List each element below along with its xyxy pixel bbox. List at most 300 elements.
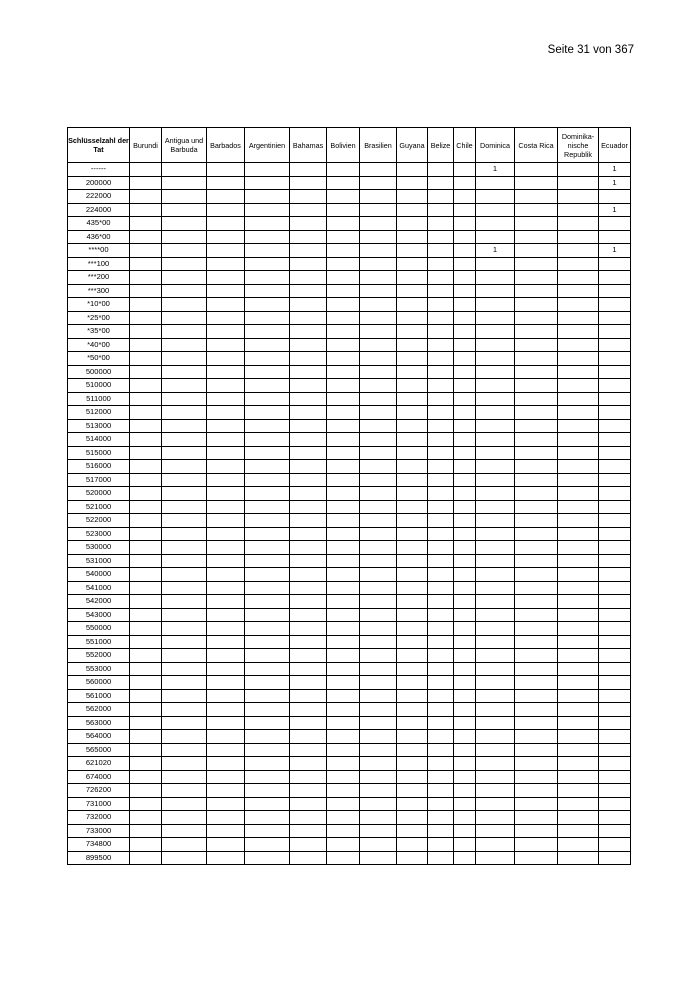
table-cell	[327, 730, 360, 744]
table-row	[68, 662, 631, 676]
table-cell	[290, 325, 327, 339]
table-cell	[162, 446, 207, 460]
table-cell	[327, 352, 360, 366]
table-cell	[599, 257, 631, 271]
table-cell	[207, 581, 245, 595]
table-cell	[476, 797, 515, 811]
table-cell	[515, 743, 558, 757]
table-cell	[476, 325, 515, 339]
table-cell	[162, 284, 207, 298]
table-row	[68, 568, 631, 582]
table-cell	[162, 473, 207, 487]
table-cell	[454, 838, 476, 852]
table-cell	[290, 460, 327, 474]
table-cell	[130, 230, 162, 244]
table-cell	[428, 352, 454, 366]
table-cell	[290, 514, 327, 528]
table-cell	[207, 473, 245, 487]
table-cell	[207, 784, 245, 798]
table-cell	[476, 811, 515, 825]
table-cell	[207, 419, 245, 433]
table-cell	[245, 325, 290, 339]
table-cell	[397, 365, 428, 379]
table-cell	[245, 730, 290, 744]
table-cell	[428, 311, 454, 325]
table-cell	[245, 649, 290, 663]
table-cell	[515, 811, 558, 825]
table-cell	[515, 527, 558, 541]
table-cell	[207, 446, 245, 460]
table-cell	[207, 271, 245, 285]
table-cell	[327, 635, 360, 649]
table-cell	[360, 554, 397, 568]
table-cell	[558, 176, 599, 190]
table-cell	[130, 554, 162, 568]
table-cell	[515, 473, 558, 487]
table-cell	[162, 203, 207, 217]
table-cell	[130, 325, 162, 339]
table-cell	[327, 851, 360, 865]
table-cell	[397, 838, 428, 852]
table-cell	[599, 554, 631, 568]
table-cell	[290, 622, 327, 636]
table-cell	[558, 676, 599, 690]
table-cell	[558, 743, 599, 757]
table-cell	[454, 554, 476, 568]
table-cell	[245, 541, 290, 555]
row-key-cell: 514000	[68, 433, 130, 447]
table-cell	[162, 379, 207, 393]
table-cell	[327, 244, 360, 258]
table-cell	[207, 392, 245, 406]
table-cell	[245, 392, 290, 406]
table-cell	[476, 581, 515, 595]
table-cell	[599, 838, 631, 852]
table-cell	[130, 190, 162, 204]
table-cell	[558, 433, 599, 447]
table-cell	[290, 676, 327, 690]
table-cell	[245, 716, 290, 730]
table-cell	[476, 460, 515, 474]
table-cell	[207, 838, 245, 852]
table-cell	[360, 689, 397, 703]
table-cell	[290, 392, 327, 406]
table-cell	[327, 676, 360, 690]
table-row	[68, 379, 631, 393]
table-cell	[207, 163, 245, 177]
table-cell	[454, 190, 476, 204]
table-cell	[515, 419, 558, 433]
table-cell	[327, 446, 360, 460]
table-cell	[454, 433, 476, 447]
table-cell	[207, 851, 245, 865]
table-cell	[515, 244, 558, 258]
table-cell	[515, 824, 558, 838]
table-cell	[360, 649, 397, 663]
table-row	[68, 392, 631, 406]
table-cell	[327, 176, 360, 190]
table-cell	[327, 257, 360, 271]
table-cell	[515, 500, 558, 514]
table-cell	[207, 770, 245, 784]
table-cell	[476, 271, 515, 285]
table-cell	[327, 379, 360, 393]
table-cell	[428, 163, 454, 177]
table-cell	[397, 230, 428, 244]
table-cell	[290, 568, 327, 582]
table-cell	[360, 622, 397, 636]
table-cell	[245, 433, 290, 447]
table-cell	[130, 419, 162, 433]
table-cell	[428, 730, 454, 744]
table-cell	[599, 271, 631, 285]
table-cell	[476, 676, 515, 690]
table-cell	[558, 581, 599, 595]
row-key-cell: 541000	[68, 581, 130, 595]
table-cell	[207, 338, 245, 352]
table-cell	[454, 352, 476, 366]
table-cell	[290, 257, 327, 271]
table-cell	[130, 379, 162, 393]
table-cell	[428, 460, 454, 474]
table-cell	[130, 217, 162, 231]
row-key-cell: 531000	[68, 554, 130, 568]
table-cell	[454, 797, 476, 811]
table-cell	[290, 689, 327, 703]
row-key-cell: 552000	[68, 649, 130, 663]
column-header: Antigua und Barbuda	[162, 128, 207, 163]
table-cell	[162, 244, 207, 258]
table-cell	[245, 811, 290, 825]
table-cell	[428, 608, 454, 622]
row-key-cell: 224000	[68, 203, 130, 217]
table-cell	[207, 203, 245, 217]
table-cell	[207, 824, 245, 838]
table-cell	[130, 716, 162, 730]
table-cell	[558, 406, 599, 420]
table-cell	[360, 163, 397, 177]
row-key-cell: 516000	[68, 460, 130, 474]
table-cell	[327, 514, 360, 528]
table-cell	[454, 406, 476, 420]
table-cell	[360, 217, 397, 231]
table-cell	[454, 541, 476, 555]
table-cell	[397, 298, 428, 312]
row-key-cell: ------	[68, 163, 130, 177]
table-cell	[599, 851, 631, 865]
table-cell	[476, 406, 515, 420]
table-cell	[290, 743, 327, 757]
table-cell	[360, 176, 397, 190]
table-row	[68, 271, 631, 285]
table-cell	[428, 217, 454, 231]
table-cell	[599, 284, 631, 298]
table-cell	[130, 649, 162, 663]
table-cell	[360, 703, 397, 717]
table-cell	[207, 703, 245, 717]
table-cell	[454, 244, 476, 258]
table-cell	[290, 608, 327, 622]
table-cell	[245, 851, 290, 865]
table-cell	[130, 595, 162, 609]
table-cell	[130, 257, 162, 271]
table-cell	[515, 365, 558, 379]
table-cell	[599, 338, 631, 352]
table-cell	[130, 581, 162, 595]
table-cell	[327, 298, 360, 312]
table-cell	[360, 311, 397, 325]
table-cell	[207, 608, 245, 622]
table-cell	[428, 743, 454, 757]
table-cell	[476, 730, 515, 744]
table-cell	[558, 635, 599, 649]
table-cell	[515, 784, 558, 798]
table-cell	[454, 163, 476, 177]
table-cell	[360, 811, 397, 825]
table-cell	[515, 379, 558, 393]
table-cell	[162, 703, 207, 717]
table-cell	[162, 514, 207, 528]
table-cell	[476, 824, 515, 838]
table-cell	[454, 338, 476, 352]
table-cell	[397, 703, 428, 717]
table-cell	[290, 271, 327, 285]
row-key-cell: *25*00	[68, 311, 130, 325]
table-cell	[130, 703, 162, 717]
table-cell	[130, 527, 162, 541]
table-cell	[207, 541, 245, 555]
table-cell	[360, 244, 397, 258]
table-cell	[599, 190, 631, 204]
table-cell	[130, 298, 162, 312]
column-header: Brasilien	[360, 128, 397, 163]
table-cell	[599, 365, 631, 379]
table-cell	[327, 703, 360, 717]
table-cell	[290, 649, 327, 663]
table-cell	[162, 527, 207, 541]
column-header: Guyana	[397, 128, 428, 163]
table-cell	[360, 635, 397, 649]
table-cell	[454, 392, 476, 406]
table-cell	[454, 595, 476, 609]
table-cell	[130, 176, 162, 190]
table-cell	[397, 379, 428, 393]
table-cell	[327, 622, 360, 636]
table-cell	[130, 770, 162, 784]
table-row	[68, 487, 631, 501]
table-cell	[207, 595, 245, 609]
table-cell	[360, 608, 397, 622]
table-cell	[428, 325, 454, 339]
row-key-cell: 512000	[68, 406, 130, 420]
table-cell	[515, 487, 558, 501]
table-cell	[327, 271, 360, 285]
table-cell	[130, 757, 162, 771]
table-cell	[397, 406, 428, 420]
table-cell	[515, 446, 558, 460]
table-cell	[558, 352, 599, 366]
table-cell	[207, 649, 245, 663]
row-key-cell: 520000	[68, 487, 130, 501]
table-cell	[162, 419, 207, 433]
table-cell	[515, 716, 558, 730]
table-cell	[476, 365, 515, 379]
row-key-cell: 726200	[68, 784, 130, 798]
table-cell	[454, 635, 476, 649]
table-row	[68, 514, 631, 528]
row-key-cell: 540000	[68, 568, 130, 582]
table-cell	[428, 392, 454, 406]
table-cell: 1	[599, 244, 631, 258]
table-cell	[397, 770, 428, 784]
table-cell	[428, 851, 454, 865]
table-cell	[428, 244, 454, 258]
table-cell	[207, 730, 245, 744]
row-key-cell: ****00	[68, 244, 130, 258]
table-cell	[290, 797, 327, 811]
column-header: Argentinien	[245, 128, 290, 163]
table-cell	[207, 311, 245, 325]
table-cell	[290, 716, 327, 730]
table-cell	[245, 379, 290, 393]
table-cell	[454, 784, 476, 798]
column-header: Belize	[428, 128, 454, 163]
table-cell	[428, 797, 454, 811]
table-cell	[558, 622, 599, 636]
table-cell	[327, 554, 360, 568]
table-cell	[454, 284, 476, 298]
table-cell	[558, 365, 599, 379]
table-cell	[515, 352, 558, 366]
table-cell	[130, 676, 162, 690]
table-cell	[360, 743, 397, 757]
table-row	[68, 460, 631, 474]
table-row	[68, 581, 631, 595]
table-cell	[397, 649, 428, 663]
table-cell	[290, 298, 327, 312]
table-cell	[397, 635, 428, 649]
table-cell	[162, 487, 207, 501]
table-cell	[162, 392, 207, 406]
table-cell	[327, 581, 360, 595]
table-cell	[327, 527, 360, 541]
table-cell	[599, 811, 631, 825]
table-cell	[290, 838, 327, 852]
table-cell	[207, 217, 245, 231]
table-cell	[454, 851, 476, 865]
table-cell	[558, 784, 599, 798]
table-row	[68, 649, 631, 663]
row-key-cell: 731000	[68, 797, 130, 811]
table-cell	[397, 460, 428, 474]
table-cell	[162, 743, 207, 757]
table-cell	[245, 311, 290, 325]
table-cell	[599, 446, 631, 460]
table-cell	[454, 298, 476, 312]
table-cell	[327, 406, 360, 420]
table-cell	[454, 473, 476, 487]
table-cell	[207, 365, 245, 379]
table-cell	[162, 770, 207, 784]
table-cell	[327, 217, 360, 231]
table-cell	[397, 730, 428, 744]
row-key-cell: 553000	[68, 662, 130, 676]
table-cell	[515, 851, 558, 865]
table-cell	[130, 311, 162, 325]
table-cell	[290, 217, 327, 231]
table-cell	[290, 190, 327, 204]
table-cell	[245, 352, 290, 366]
row-key-cell: 543000	[68, 608, 130, 622]
table-cell	[558, 757, 599, 771]
table-cell	[428, 716, 454, 730]
table-cell	[360, 365, 397, 379]
table-cell	[245, 406, 290, 420]
table-cell	[162, 163, 207, 177]
table-cell	[428, 433, 454, 447]
table-cell	[130, 244, 162, 258]
table-row	[68, 703, 631, 717]
table-cell	[130, 473, 162, 487]
table-cell	[428, 487, 454, 501]
table-cell	[290, 419, 327, 433]
table-cell	[428, 446, 454, 460]
table-cell	[360, 595, 397, 609]
table-cell	[130, 406, 162, 420]
table-cell	[360, 676, 397, 690]
row-key-cell: 515000	[68, 446, 130, 460]
table-cell	[245, 284, 290, 298]
table-cell	[130, 392, 162, 406]
table-row	[68, 608, 631, 622]
table-cell	[515, 298, 558, 312]
row-key-cell: 436*00	[68, 230, 130, 244]
table-cell	[207, 635, 245, 649]
row-key-cell: 435*00	[68, 217, 130, 231]
table-cell	[130, 838, 162, 852]
table-row	[68, 730, 631, 744]
table-cell	[515, 257, 558, 271]
table-cell	[327, 190, 360, 204]
table-cell	[245, 838, 290, 852]
table-cell	[558, 689, 599, 703]
table-cell	[162, 635, 207, 649]
table-cell	[360, 838, 397, 852]
table-cell	[558, 284, 599, 298]
table-cell	[599, 379, 631, 393]
table-row	[68, 676, 631, 690]
table-cell	[360, 500, 397, 514]
row-key-cell: *35*00	[68, 325, 130, 339]
row-key-cell: ***200	[68, 271, 130, 285]
table-cell	[558, 163, 599, 177]
table-cell	[397, 581, 428, 595]
row-key-cell: 517000	[68, 473, 130, 487]
table-cell	[327, 325, 360, 339]
table-cell	[454, 176, 476, 190]
table-cell	[454, 703, 476, 717]
table-cell	[515, 406, 558, 420]
table-cell	[130, 622, 162, 636]
table-cell	[428, 527, 454, 541]
table-cell	[515, 730, 558, 744]
table-row	[68, 757, 631, 771]
table-cell	[428, 635, 454, 649]
table-cell	[245, 298, 290, 312]
table-cell	[162, 176, 207, 190]
table-cell	[245, 230, 290, 244]
table-row	[68, 190, 631, 204]
